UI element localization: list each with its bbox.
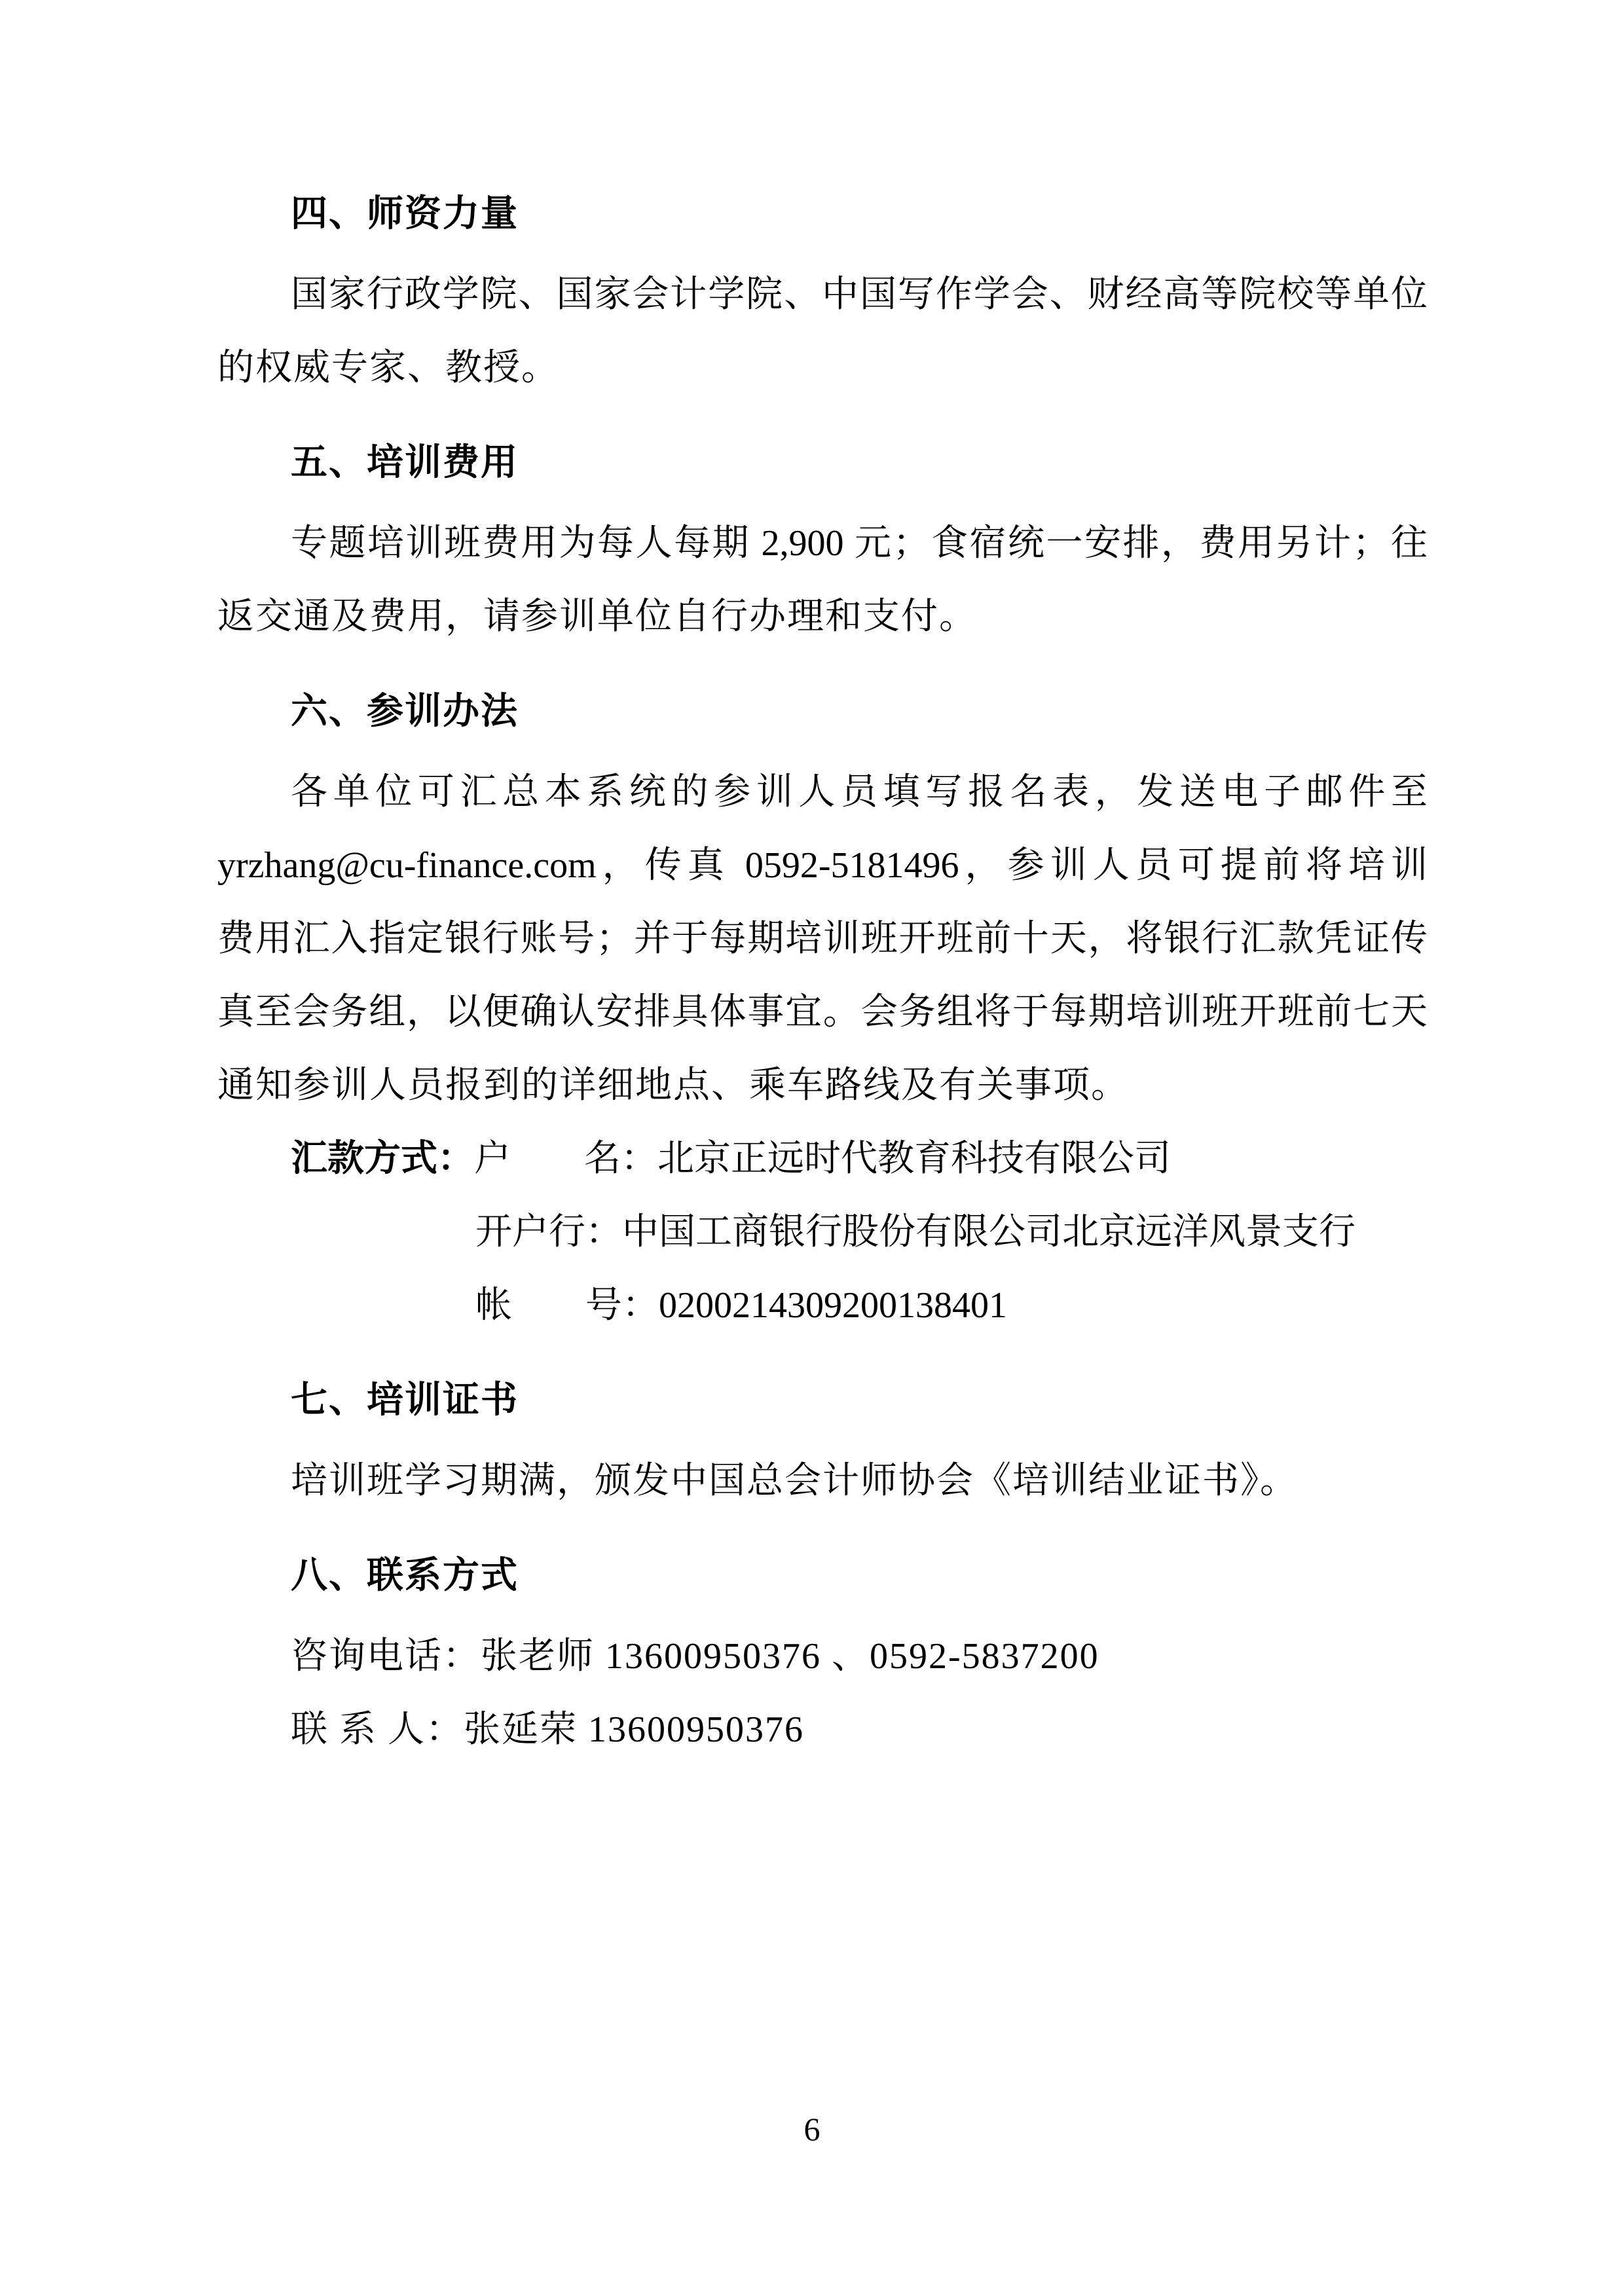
bank-key: 开户行： xyxy=(475,1212,622,1252)
paragraph-fees xyxy=(217,507,1428,653)
paragraph-enrollment xyxy=(217,756,1428,1122)
paragraph-line: 通知参训人员报到的详细地点、乘车路线及有关事项。 xyxy=(217,1065,1129,1106)
paragraph-line-email: yrzhang@cu-finance.com，传真 0592-5181496，参训人员可提前将培训 xyxy=(217,845,1428,886)
paragraph-line: 专题培训班费用为每人每期 2,900 元；食宿统一安排，费用另计；往 xyxy=(291,523,1428,564)
paragraph-certificate xyxy=(217,1444,1428,1518)
contact-person-line: 联 系 人：张延荣 13600950376 xyxy=(291,1709,804,1750)
remittance-block xyxy=(217,1122,1428,1342)
paragraph-contact xyxy=(217,1620,1428,1766)
paragraph-line: 国家行政学院、国家会计学院、中国写作学会、财经高等院校等单位 xyxy=(291,274,1428,315)
section-heading-certificate: 七、培训证书 xyxy=(291,1379,519,1420)
bank-value: 中国工商银行股份有限公司北京远洋风景支行 xyxy=(622,1212,1356,1252)
paragraph-line: 培训班学习期满，颁发中国总会计师协会《培训结业证书》。 xyxy=(291,1461,1298,1501)
paragraph-line: 真至会务组，以便确认安排具体事宜。会务组将于每期培训班开班前七天 xyxy=(217,992,1428,1032)
paragraph-line: 各单位可汇总本系统的参训人员填写报名表，发送电子邮件至 xyxy=(291,772,1428,812)
paragraph-line: 费用汇入指定银行账号；并于每期培训班开班前十天，将银行汇款凭证传 xyxy=(217,919,1428,959)
paragraph-line: 返交通及费用，请参训单位自行办理和支付。 xyxy=(217,596,977,637)
paragraph-line: 的权威专家、教授。 xyxy=(217,348,559,388)
account-no-value: 0200214309200138401 xyxy=(659,1285,1007,1326)
contact-phone-line: 咨询电话：张老师 13600950376 、0592-5837200 xyxy=(291,1636,1099,1677)
account-no-key: 帐 号： xyxy=(475,1285,659,1326)
remittance-bank-row xyxy=(217,1195,1428,1269)
section-heading-faculty: 四、师资力量 xyxy=(291,192,519,234)
section-heading-fees: 五、培训费用 xyxy=(291,441,519,483)
section-heading-enrollment: 六、参训办法 xyxy=(291,690,519,731)
remittance-label: 汇款方式： xyxy=(291,1139,474,1179)
page-number: 6 xyxy=(803,2111,821,2147)
remittance-account-no-row xyxy=(217,1269,1428,1342)
section-heading-contact: 八、联系方式 xyxy=(291,1554,519,1595)
account-name-value: 北京正远时代教育科技有限公司 xyxy=(657,1139,1171,1179)
remittance-account-name-row xyxy=(217,1122,1428,1195)
account-name-key: 户 名： xyxy=(474,1139,657,1179)
paragraph-faculty xyxy=(217,258,1428,405)
